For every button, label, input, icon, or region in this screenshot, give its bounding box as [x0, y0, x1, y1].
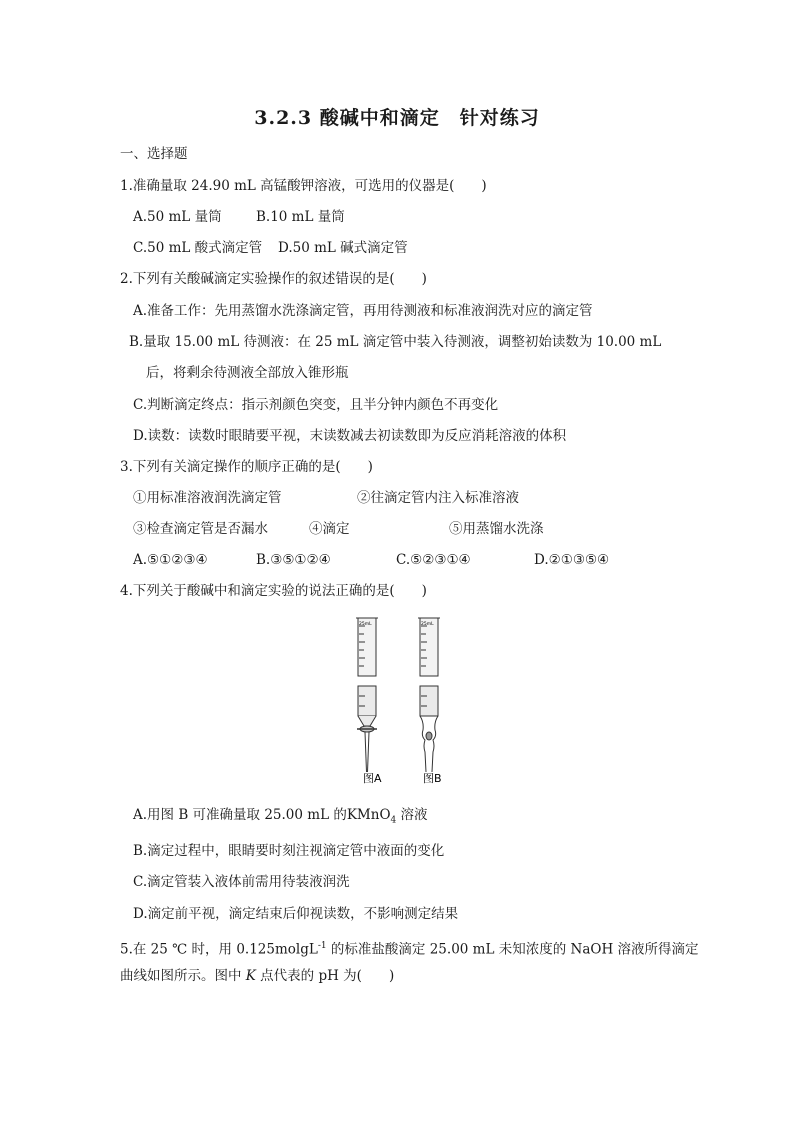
question-2-option-d: D.读数：读数时眼睛要平视，末读数减去初读数即为反应消耗溶液的体积 [133, 428, 567, 444]
question-4-option-c: C.滴定管装入液体前需用待装液润洗 [133, 874, 350, 890]
question-5-stem-line2 [120, 967, 394, 985]
question-2-stem: 2.下列有关酸碱滴定实验操作的叙述错误的是( ) [120, 271, 427, 287]
page-title: 3.2.3 酸碱中和滴定 针对练习 [254, 107, 540, 129]
burette-figure [345, 612, 455, 787]
question-3-option-d: D.②①③⑤④ [534, 552, 610, 568]
question-1-option-c: C.50 mL 酸式滴定管 [133, 240, 263, 256]
question-5-unit-exponent: -1 [317, 941, 327, 951]
question-3-stem: 3.下列有关滴定操作的顺序正确的是( ) [120, 459, 373, 475]
question-2-option-a: A.准备工作：先用蒸馏水洗涤滴定管，再用待测液和标准液润洗对应的滴定管 [133, 303, 593, 319]
question-5-text-c: 曲线如图所示。图中 [120, 968, 246, 984]
question-1-option-b: B.10 mL 量筒 [256, 209, 345, 225]
burette-b-capacity-label: 25mL [421, 622, 434, 627]
question-4-option-a [133, 806, 428, 830]
kmno4-subscript: 4 [390, 815, 397, 826]
question-5-text-a: 5.在 25 ℃ 时，用 0.125mol [120, 941, 301, 958]
question-4-stem: 4.下列关于酸碱中和滴定实验的说法正确的是( ) [120, 583, 427, 599]
question-5-unit-dot: g [300, 941, 309, 958]
question-3-option-c: C.⑤②③①④ [396, 552, 471, 568]
question-3-step-3: ③检查滴定管是否漏水 [133, 521, 268, 537]
question-2-option-c: C.判断滴定终点：指示剂颜色突变，且半分钟内颜色不再变化 [133, 397, 499, 413]
question-3-option-a: A.⑤①②③④ [133, 552, 208, 568]
question-4-option-a-suffix: 溶液 [396, 807, 428, 823]
question-1-option-a: A.50 mL 量筒 [133, 209, 222, 225]
burette-a-capacity-label: 25mL [359, 622, 372, 627]
question-5-text-b: 的标准盐酸滴定 25.00 mL 未知浓度的 NaOH 溶液所得滴定 [326, 941, 699, 958]
question-5-point-k: K [245, 968, 256, 984]
question-3-step-1: ①用标准溶液润洗滴定管 [133, 490, 282, 506]
question-4-option-a-text: A.用图 B 可准确量取 25.00 mL 的 [133, 807, 347, 823]
question-2-option-b-line2: 后，将剩余待测液全部放入锥形瓶 [146, 365, 349, 381]
question-3-step-4: ④滴定 [309, 521, 350, 537]
figure-a-label: 图A [363, 772, 382, 785]
figure-b-label: 图B [423, 772, 442, 785]
question-3-option-b: B.③⑤①②④ [256, 552, 331, 568]
rubber-tube-icon [420, 716, 438, 772]
question-3-step-5: ⑤用蒸馏水洗涤 [449, 521, 544, 537]
kmno4-formula: KMnO [346, 807, 391, 823]
question-2-option-b-line1: B.量取 15.00 mL 待测液：在 25 mL 滴定管中装入待测液，调整初始读数为 10.00 mL [129, 334, 662, 350]
burette-a-lower-tube [358, 686, 376, 716]
question-5-stem-line1 [120, 937, 699, 959]
burette-b [418, 618, 440, 772]
question-1-stem: 1.准确量取 24.90 mL 高锰酸钾溶液，可选用的仪器是( ) [120, 178, 487, 194]
question-4-option-d: D.滴定前平视，滴定结束后仰视读数，不影响测定结果 [133, 906, 459, 922]
glass-bead-icon [426, 732, 432, 740]
section-heading: 一、选择题 [120, 146, 188, 162]
question-4-option-b: B.滴定过程中，眼睛要时刻注视滴定管中液面的变化 [133, 843, 445, 859]
question-3-step-2: ②往滴定管内注入标准溶液 [357, 490, 519, 506]
question-5-text-d: 点代表的 pH 为( ) [255, 968, 395, 984]
burette-a [356, 618, 378, 772]
burette-b-lower-tube [420, 686, 438, 716]
question-5-unit-l: L [308, 941, 318, 958]
burette-illustration [345, 612, 455, 787]
question-1-option-d: D.50 mL 碱式滴定管 [278, 240, 408, 256]
